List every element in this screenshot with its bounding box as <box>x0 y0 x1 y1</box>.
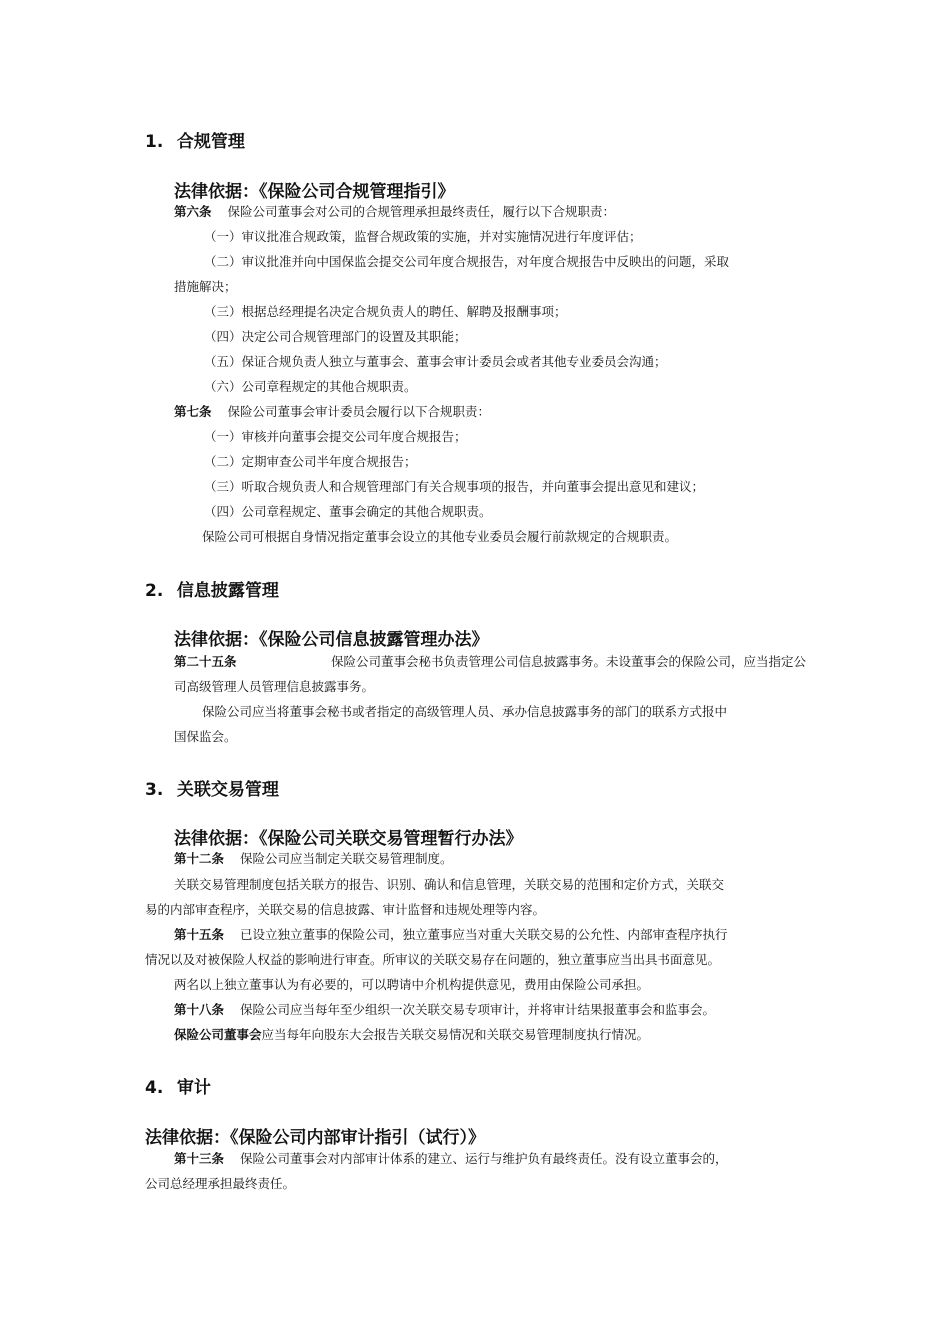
section-number: 1. <box>145 132 164 152</box>
legal-basis-label: 法律依据： <box>145 1128 230 1148</box>
article-15 <box>174 927 728 943</box>
article-text: 已设立独立董事的保险公司，独立董事应当对重大关联交易的公允性、内部审查程序执行 <box>240 927 728 942</box>
list-item: （四）决定公司合规管理部门的设置及其职能； <box>204 329 467 344</box>
article-text: 保险公司应当每年至少组织一次关联交易专项审计，并将审计结果报董事会和监事会。 <box>240 1002 716 1017</box>
article-text-continuation: 公司总经理承担最终责任。 <box>145 1176 296 1191</box>
paragraph-continuation: 易的内部审查程序，关联交易的信息披露、审计监督和违规处理等内容。 <box>145 902 546 917</box>
paragraph: 保险公司应当将董事会秘书或者指定的高级管理人员、承办信息披露事务的部门的联系方式报中 <box>202 704 728 719</box>
legal-basis <box>145 1123 485 1148</box>
legal-basis-label: 法律依据： <box>174 829 259 849</box>
article-7 <box>174 404 490 420</box>
list-item: （三）听取合规负责人和合规管理部门有关合规事项的报告，并向董事会提出意见和建议； <box>204 479 705 494</box>
article-label: 第七条 <box>174 404 212 419</box>
law-title: 《保险公司关联交易管理暂行办法》 <box>259 829 523 849</box>
list-item: （二）定期审查公司半年度合规报告； <box>204 454 417 469</box>
law-title: 《保险公司信息披露管理办法》 <box>259 630 489 650</box>
legal-basis <box>174 824 523 849</box>
section-title: 审计 <box>176 1078 211 1098</box>
article-text-continuation: 司高级管理人员管理信息披露事务。 <box>174 679 375 694</box>
section-number: 4. <box>145 1078 164 1098</box>
article-12 <box>174 851 453 867</box>
legal-basis-label: 法律依据： <box>174 630 259 650</box>
article-label: 第十五条 <box>174 927 225 942</box>
article-label: 第十八条 <box>174 1002 225 1017</box>
list-item: （一）审议批准合规政策，监督合规政策的实施，并对实施情况进行年度评估； <box>204 229 642 244</box>
section-title: 合规管理 <box>176 132 245 152</box>
article-text: 保险公司董事会对内部审计体系的建立、运行与维护负有最终责任。没有设立董事会的， <box>240 1151 728 1166</box>
law-title: 《保险公司内部审计指引（试行）》 <box>230 1128 485 1148</box>
board-paragraph <box>174 1027 649 1043</box>
article-label: 第十三条 <box>174 1151 225 1166</box>
article-6 <box>174 204 615 220</box>
article-13 <box>174 1151 728 1167</box>
article-text: 保险公司应当制定关联交易管理制度。 <box>240 851 453 866</box>
list-item: （六）公司章程规定的其他合规职责。 <box>204 379 417 394</box>
paragraph-continuation: 国保监会。 <box>174 729 237 744</box>
paragraph: 保险公司可根据自身情况指定董事会设立的其他专业委员会履行前款规定的合规职责。 <box>202 529 678 544</box>
article-label: 第六条 <box>174 204 212 219</box>
section-heading-4 <box>145 1073 211 1098</box>
section-title: 关联交易管理 <box>176 780 279 800</box>
list-item: （五）保证合规负责人独立与董事会、董事会审计委员会或者其他专业委员会沟通； <box>204 354 667 369</box>
paragraph-text: 应当每年向股东大会报告关联交易情况和关联交易管理制度执行情况。 <box>261 1027 650 1042</box>
paragraph: 关联交易管理制度包括关联方的报告、识别、确认和信息管理，关联交易的范围和定价方式，关联交 <box>174 877 725 892</box>
list-item: （三）根据总经理提名决定合规负责人的聘任、解聘及报酬事项； <box>204 304 567 319</box>
list-item: （一）审核并向董事会提交公司年度合规报告； <box>204 429 467 444</box>
article-label: 第十二条 <box>174 851 225 866</box>
list-item-continuation: 措施解决； <box>174 279 237 294</box>
bold-term: 保险公司董事会 <box>174 1027 262 1042</box>
section-heading-2 <box>145 576 279 601</box>
article-text: 保险公司董事会对公司的合规管理承担最终责任，履行以下合规职责： <box>227 204 616 219</box>
article-label: 第二十五条 <box>174 654 237 669</box>
article-text: 保险公司董事会秘书负责管理公司信息披露事务。未设董事会的保险公司，应当指定公 <box>330 654 806 669</box>
article-text: 保险公司董事会审计委员会履行以下合规职责： <box>227 404 491 419</box>
list-item: （四）公司章程规定、董事会确定的其他合规职责。 <box>204 504 492 519</box>
article-text-continuation: 情况以及对被保险人权益的影响进行审查。所审议的关联交易存在问题的，独立董事应当出具书面意见。 <box>145 952 721 967</box>
legal-basis <box>174 625 489 650</box>
article-text-continuation: 两名以上独立董事认为有必要的，可以聘请中介机构提供意见，费用由保险公司承担。 <box>174 977 650 992</box>
section-heading-3 <box>145 775 279 800</box>
section-heading-1 <box>145 127 245 152</box>
legal-basis <box>174 177 455 202</box>
law-title: 《保险公司合规管理指引》 <box>259 182 455 202</box>
section-title: 信息披露管理 <box>176 581 279 601</box>
legal-basis-label: 法律依据： <box>174 182 259 202</box>
section-number: 3. <box>145 780 164 800</box>
section-number: 2. <box>145 581 164 601</box>
article-25 <box>174 654 806 670</box>
list-item: （二）审议批准并向中国保监会提交公司年度合规报告，对年度合规报告中反映出的问题，采取 <box>204 254 730 269</box>
article-18 <box>174 1002 715 1018</box>
